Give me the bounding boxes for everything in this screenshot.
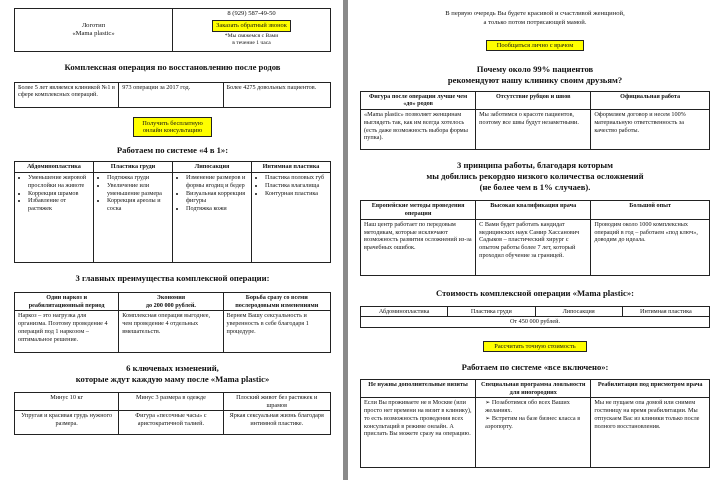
table-cell: Фигура «песочные часы» с аристократичной талией. [119, 411, 223, 435]
phone-number: 8 (929) 587-49-50 [227, 10, 276, 17]
calculate-cost-button[interactable]: Рассчитать точную стоимость [483, 341, 586, 352]
table-cell: Минус 10 кг [15, 392, 119, 411]
table-cell: Комплексная операция выгоднее, чем проведение 4 отдельных вмешательств. [119, 311, 223, 353]
arrow-bullet-icon: ➢ [485, 399, 492, 407]
list-item-text: Позаботимся обо всех Ваших желаниях. [485, 399, 570, 415]
list-item-text: Встретим на базе бизнес класса в аэропорту. [485, 414, 581, 430]
column-header: Интимная пластика [252, 162, 331, 173]
page-title: Комплексная операция по восстановлению после родов [64, 62, 281, 72]
table-cell: Вернем Вашу сексуальность и уверенность в себе благодаря 1 процедуре. [223, 311, 330, 353]
table-cell: Плоский живот без растяжек и шрамов [223, 392, 330, 411]
column-header: Один наркоз и реабилитационный период [15, 292, 119, 311]
header-table [14, 8, 331, 52]
logo-placeholder: Логотип «Mama plastic» [72, 21, 115, 37]
cost-title: Стоимость комплексной операции «Mama plastic»: [435, 287, 634, 298]
list-item: • Увеличение или уменьшение размера [107, 182, 169, 198]
advantages-table [14, 292, 331, 354]
column-header: Экономия до 200 000 рублей. [119, 292, 223, 311]
advantages-title: 3 главных преимущества комплексной операции: [75, 273, 270, 284]
list-item: • Пластика половых губ [265, 174, 327, 182]
cost-table [360, 306, 710, 329]
column-header: Абдоминопластика [15, 162, 94, 173]
table-cell: «Mama plastic» позволяет женщинам выглядеть так, как им всегда хотелось (есть даже возможность выбора формы пупка). [361, 110, 476, 150]
principles-table [360, 200, 710, 276]
table-cell: Липосакция [535, 306, 622, 317]
list-item [485, 399, 587, 415]
stats-cell: Более 5 лет являемся клиникой №1 в сфере комплексных операций. [15, 82, 119, 107]
all-inclusive-title: Работаем по системе «все включено»: [461, 362, 609, 373]
table-cell: Упругая и красивая грудь нужного размера. [15, 411, 119, 435]
list-item: • Избавление от растяжек [28, 197, 90, 213]
column-header: Специальная программа лояльности для иногородних [476, 379, 591, 398]
changes-table [14, 392, 331, 436]
contact-cell [173, 9, 331, 52]
list-item: • Уменьшение жировой прослойки на животе [28, 174, 90, 190]
system-table [14, 161, 331, 263]
table-cell: Пластика груди [448, 306, 535, 317]
column-header: Фигура после операции лучше чем «до» родов [361, 91, 476, 110]
table-cell: Мы не пущаем опа домой или снимем гостиницу на время реабилитации. Мы отпускаем Вас из клиники только после полного восстановления. [591, 398, 710, 468]
column-header: Высокая квалификация врача [476, 201, 591, 220]
table-cell [15, 173, 94, 263]
column-header: Большой опыт [591, 201, 710, 220]
changes-title: 6 ключевых изменений, которые ждут каждую маму после «Mama plastic» [75, 363, 270, 385]
table-cell: Наркоз – это нагрузка для организма. Поэтому проведение 4 операций под 1 наркозом – оптимальное решение. [15, 311, 119, 353]
system-title: Работаем по системе «4 в 1»: [116, 144, 229, 155]
column-header: Не нужны дополнительные визиты [361, 379, 476, 398]
table-cell: Наш центр работает по передовым методикам, которые исключают возможность развития осложнений из-за врачебных ошибок. [361, 219, 476, 275]
table-cell [252, 173, 331, 263]
price-cell: От 450 000 рублей. [361, 317, 710, 328]
column-header: Европейские методы проведения операции [361, 201, 476, 220]
callback-note: *Мы свяжемся с Вами в течение 1 часа [224, 33, 279, 47]
table-cell: Мы заботимся о красоте пациентов, поэтому все швы будут незаметными. [476, 110, 591, 150]
document-page-left [0, 0, 343, 480]
column-header: Липосакция [173, 162, 252, 173]
list-item: • Визуальная коррекция фигуры [186, 190, 248, 206]
list-item: • Коррекция шрамов [28, 190, 90, 198]
column-header: Борьба сразу со всеми послеродовыми изменениями [223, 292, 330, 311]
recommend-table [360, 91, 710, 151]
table-cell [476, 398, 591, 468]
recommend-title: Почему около 99% пациентов рекомендуют нашу клинику своим друзьям? [447, 64, 623, 85]
table-cell [94, 173, 173, 263]
list-item: • Коррекция ареолы и соска [107, 197, 169, 213]
column-header: Отсутствие рубцов и швов [476, 91, 591, 110]
column-header: Официальная работа [591, 91, 710, 110]
list-item [485, 415, 587, 431]
list-item: • Пластика влагалища [265, 182, 327, 190]
table-cell [173, 173, 252, 263]
table-cell: С Вами будет работать кандидат медицинских наук Самир Хассанович Садыков – пластический хирург с опытом работы более 7 лет, который проходил обучение за границей. [476, 219, 591, 275]
table-cell: Проводим около 1000 комплексных операций в год – работаем «под ключ», доводим до идеала. [591, 219, 710, 275]
callback-button[interactable]: Заказать обратный звонок [212, 20, 291, 32]
consultation-button[interactable]: Получить бесплатную онлайн консультацию [133, 117, 212, 137]
stats-table [14, 82, 331, 108]
arrow-bullet-icon: ➢ [485, 414, 492, 422]
intro-text: В первую очередь Вы будете красивой и счастливой женщиной, а только потом потрясающей мамой. [445, 10, 625, 26]
document-page-right [348, 0, 720, 480]
column-header: Пластика груди [94, 162, 173, 173]
list-item: • Изменение размеров и формы ягодиц и бедер [186, 174, 248, 190]
stats-cell: Более 4275 довольных пациентов. [223, 82, 330, 107]
all-inclusive-table [360, 379, 710, 469]
list-item: • Подтяжка кожи [186, 205, 248, 213]
principles-title: 3 принципа работы, благодаря которым мы добились рекордно низкого количества осложнений (не более чем в 1% случаев). [426, 160, 644, 192]
table-cell: Если Вы проживаете не в Москве (или просто нет времени на визит в клинику), то есть возможность проведения всех консультаций в режиме онлайн. А прислать Вы можете сразу на операцию. [361, 398, 476, 468]
list-item: • Подтяжка груди [107, 174, 169, 182]
table-cell: Оформляем договор и несем 100% материальную ответственность за качество работы. [591, 110, 710, 150]
stats-cell: 973 операции за 2017 год. [119, 82, 223, 107]
list-item: • Контурная пластика [265, 190, 327, 198]
column-header: Реабилитация под присмотром врача [591, 379, 710, 398]
logo-cell [15, 9, 173, 52]
table-cell: Абдоминопластика [361, 306, 448, 317]
table-cell: Яркая сексуальная жизнь благодаря интимной пластике. [223, 411, 330, 435]
meet-doctor-button[interactable]: Пообщаться лично с врачом [486, 40, 585, 51]
table-cell: Минус 3 размера в одежде [119, 392, 223, 411]
table-cell: Интимная пластика [622, 306, 709, 317]
